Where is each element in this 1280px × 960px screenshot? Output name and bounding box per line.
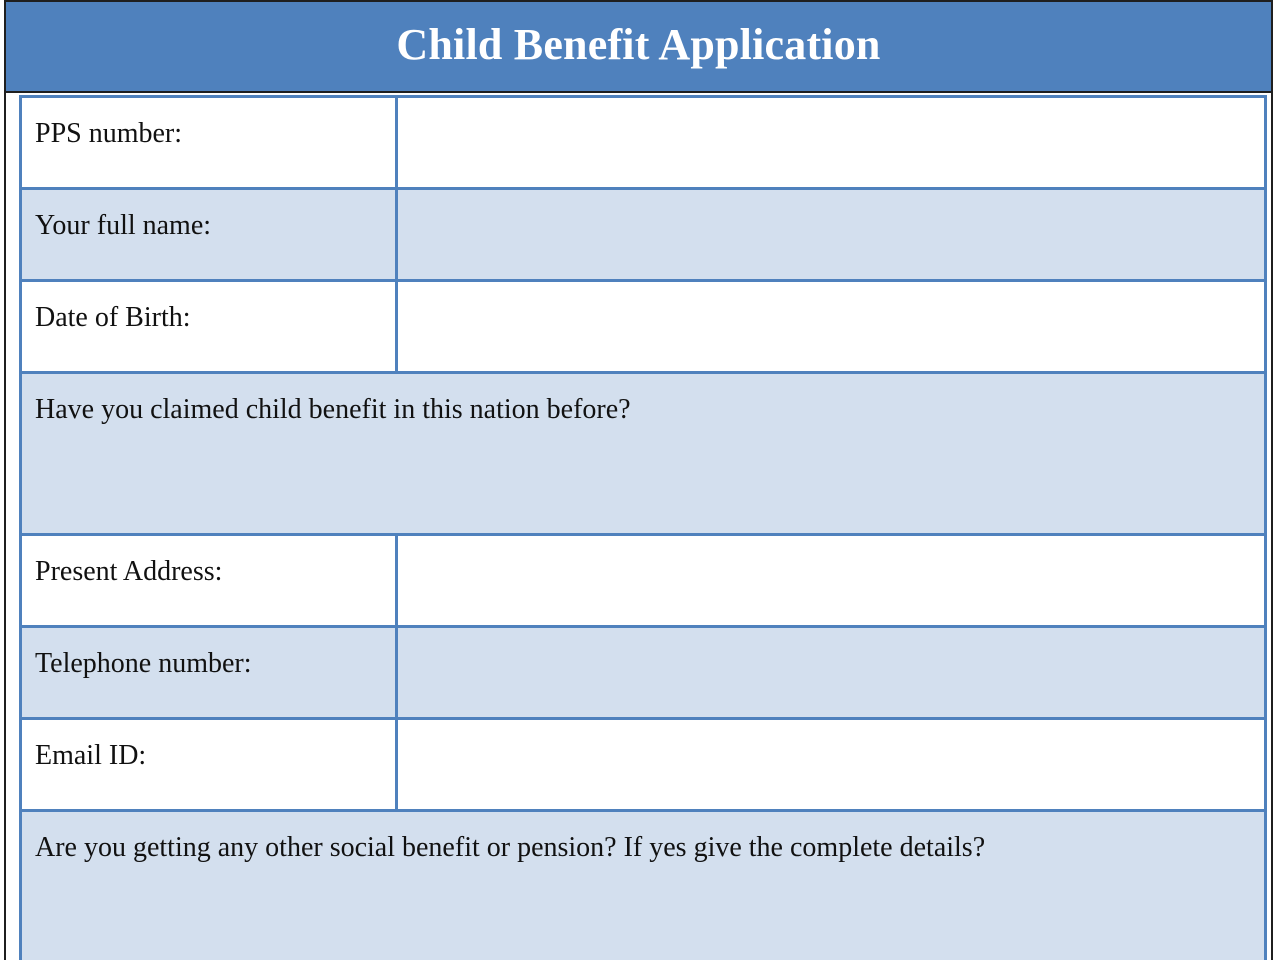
- form-row-full-name: [21, 189, 1266, 281]
- pps-number-label: PPS number:: [21, 97, 397, 189]
- form-row-telephone: [21, 627, 1266, 719]
- present-address-label: Present Address:: [21, 535, 397, 627]
- pps-number-field[interactable]: [397, 97, 1266, 189]
- form-row-date-of-birth: [21, 281, 1266, 373]
- title-banner: [4, 0, 1273, 93]
- form-row-email: [21, 719, 1266, 811]
- date-of-birth-field[interactable]: [397, 281, 1266, 373]
- application-form-table: [19, 95, 1267, 960]
- form-row-claimed-before: [21, 373, 1266, 535]
- form-title: Child Benefit Application: [396, 20, 881, 69]
- full-name-field[interactable]: [397, 189, 1266, 281]
- email-label: Email ID:: [21, 719, 397, 811]
- present-address-field[interactable]: [397, 535, 1266, 627]
- form-row-present-address: [21, 535, 1266, 627]
- telephone-label: Telephone number:: [21, 627, 397, 719]
- full-name-label: Your full name:: [21, 189, 397, 281]
- claimed-before-question[interactable]: Have you claimed child benefit in this nation before?: [21, 373, 1266, 535]
- date-of-birth-label: Date of Birth:: [21, 281, 397, 373]
- email-field[interactable]: [397, 719, 1266, 811]
- other-benefit-question[interactable]: Are you getting any other social benefit or pension? If yes give the complete details?: [21, 811, 1266, 960]
- form-row-pps-number: [21, 97, 1266, 189]
- telephone-field[interactable]: [397, 627, 1266, 719]
- form-row-other-benefit: [21, 811, 1266, 960]
